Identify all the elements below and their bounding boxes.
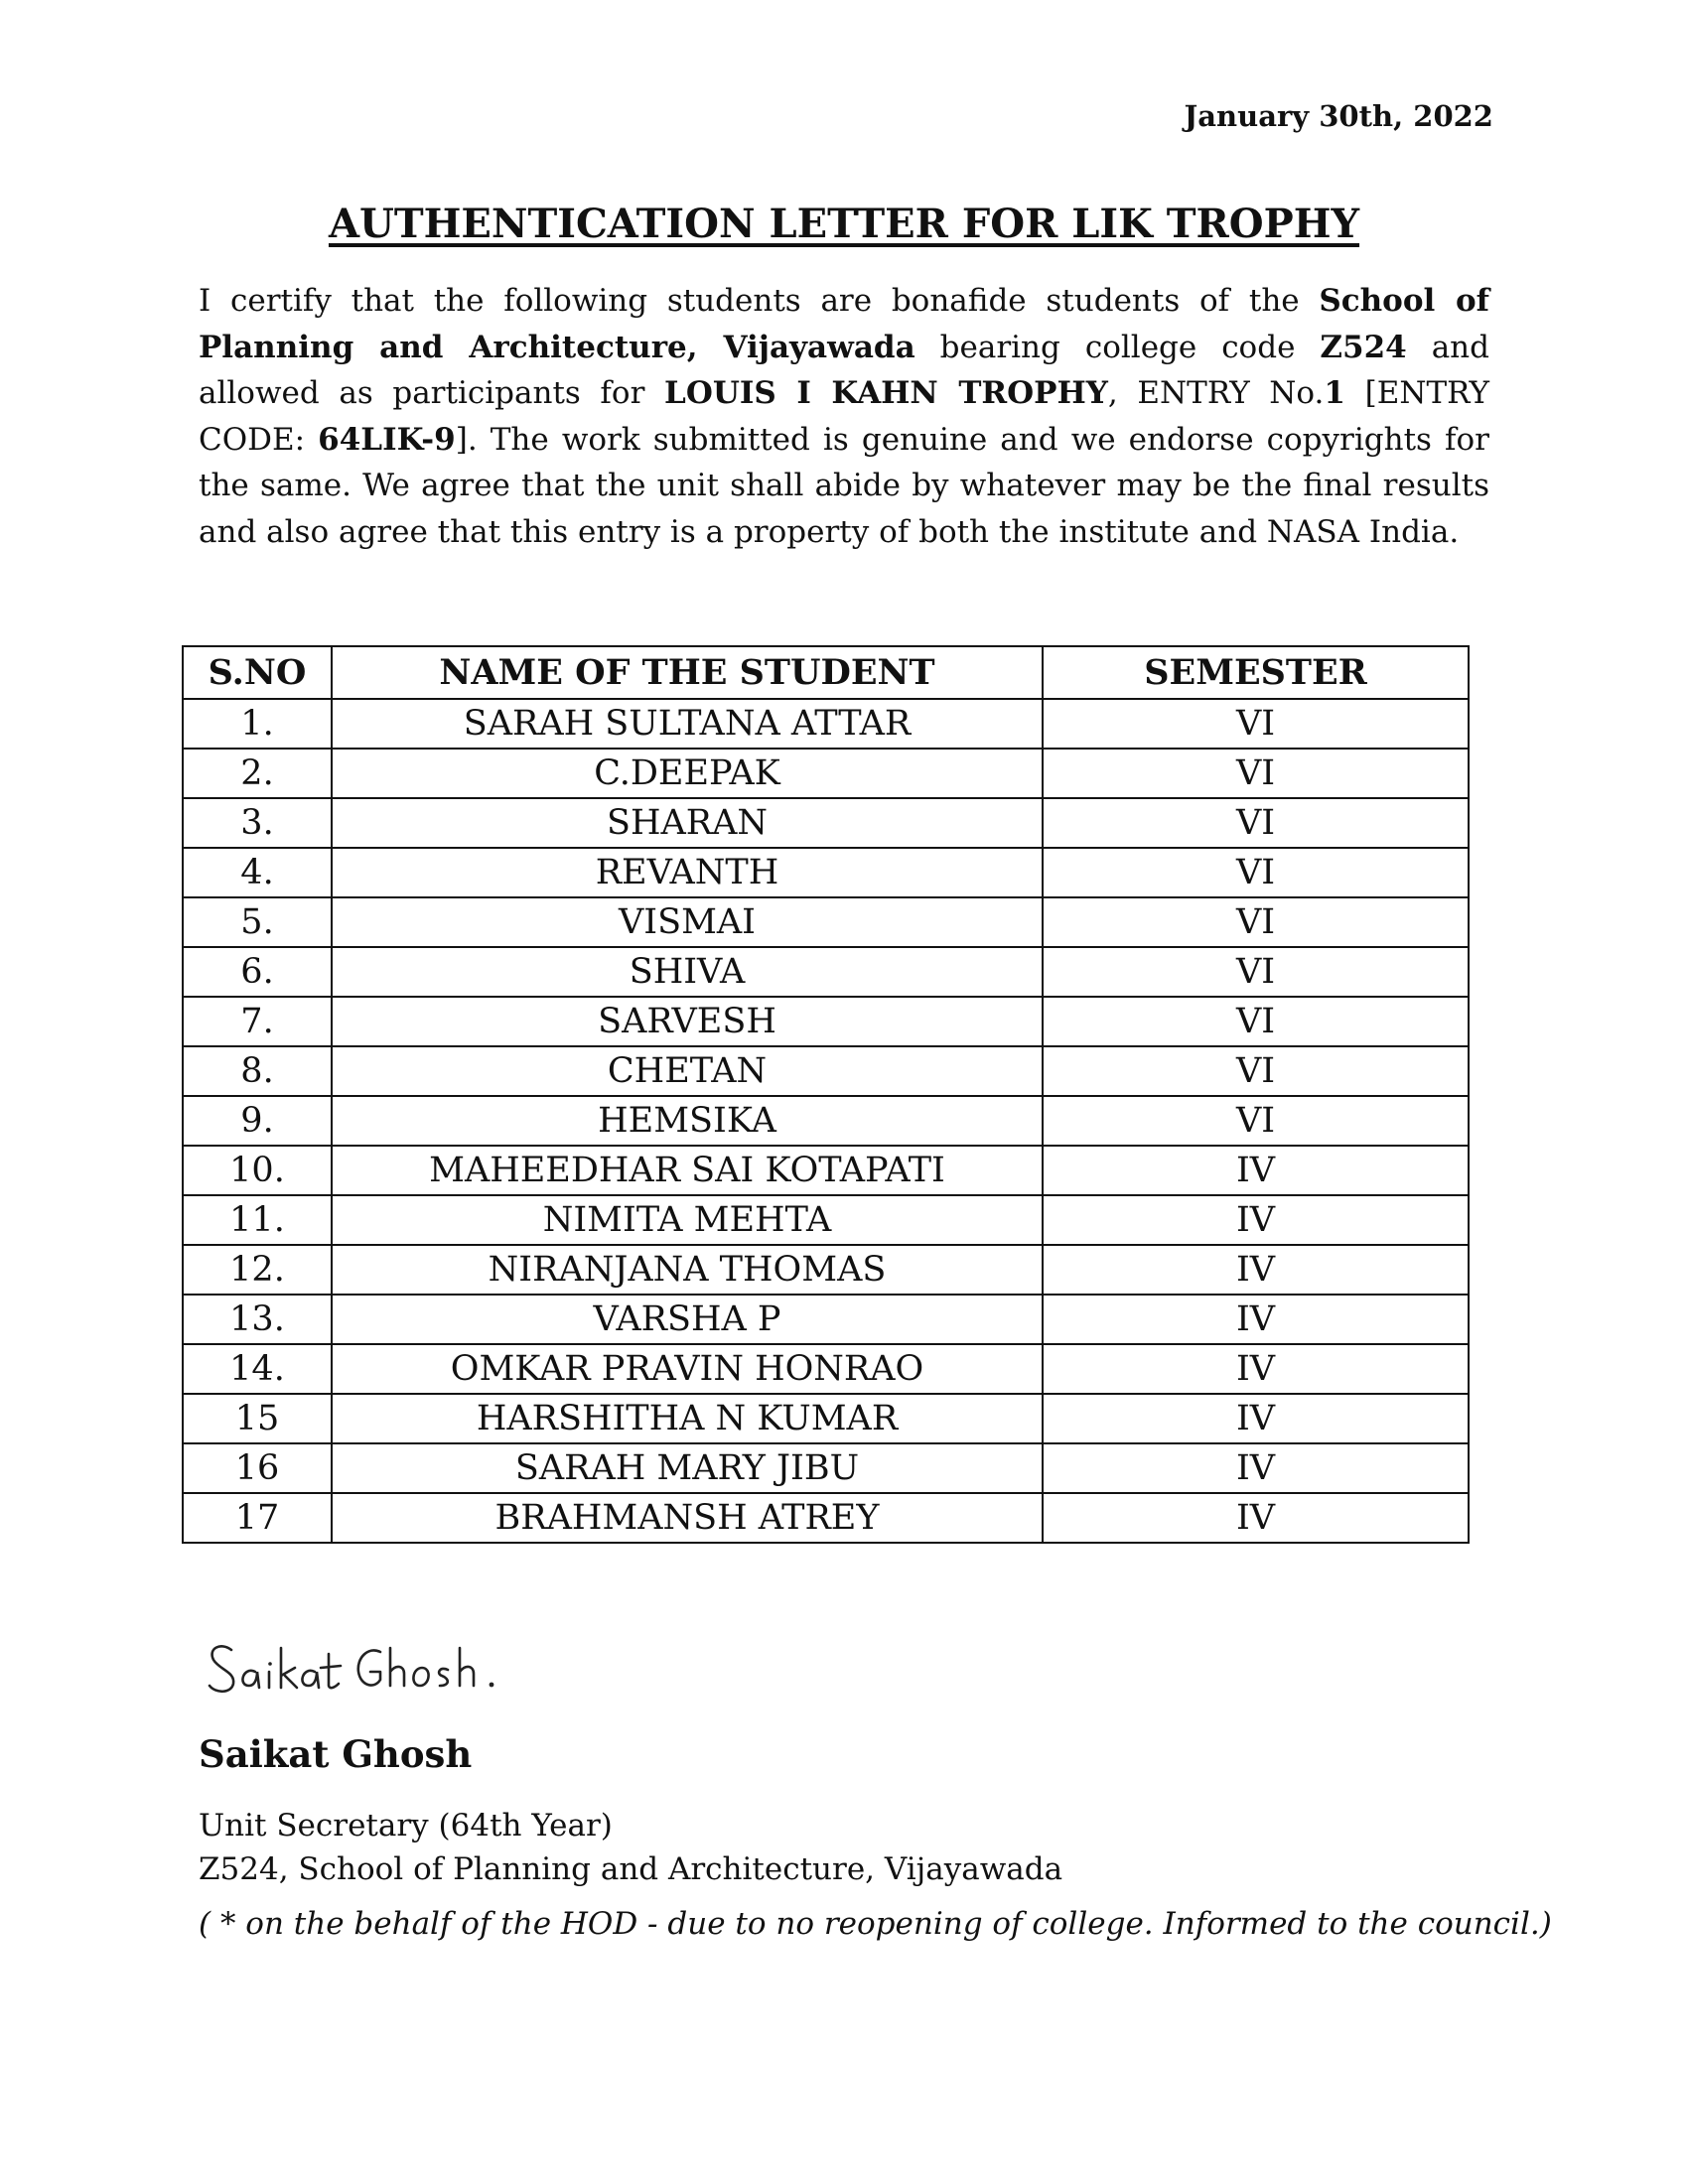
body-text-2: bearing college code [914,329,1321,365]
cell-sno: 15 [183,1394,332,1443]
trophy-name: LOUIS I KAHN TROPHY [664,375,1108,411]
letter-title: AUTHENTICATION LETTER FOR LIK TROPHY [328,201,1360,247]
signer-name: Saikat Ghosh [199,1732,473,1776]
table-header-row [183,646,1469,699]
certification-paragraph [199,278,1489,555]
header-name: NAME OF THE STUDENT [332,646,1043,699]
header-semester: SEMESTER [1043,646,1469,699]
cell-semester: IV [1043,1394,1469,1443]
body-text-3: and allowed as participants for [199,329,1489,411]
entry-number: 1 [1324,375,1345,411]
cell-sno: 17 [183,1493,332,1543]
cell-semester: IV [1043,1295,1469,1344]
table-body [183,699,1469,1543]
table-row [183,798,1469,848]
cell-sno: 6. [183,947,332,997]
table-row [183,1493,1469,1543]
table-row [183,1245,1469,1295]
cell-sno: 8. [183,1046,332,1096]
cell-student-name: BRAHMANSH ATREY [332,1493,1043,1543]
cell-student-name: SHARAN [332,798,1043,848]
table-row [183,997,1469,1046]
cell-sno: 11. [183,1195,332,1245]
cell-student-name: MAHEEDHAR SAI KOTAPATI [332,1146,1043,1195]
cell-student-name: SHIVA [332,947,1043,997]
cell-student-name: HARSHITHA N KUMAR [332,1394,1043,1443]
cell-semester: IV [1043,1493,1469,1543]
cell-semester: IV [1043,1443,1469,1493]
cell-semester: VI [1043,997,1469,1046]
body-text-1: I certify that the following students are bonafide students of the [199,283,1320,319]
table-row [183,1146,1469,1195]
letter-date: January 30th, 2022 [1184,99,1493,133]
cell-sno: 7. [183,997,332,1046]
cell-sno: 4. [183,848,332,897]
table-row [183,1344,1469,1394]
cell-semester: IV [1043,1146,1469,1195]
cell-sno: 2. [183,749,332,798]
table-row [183,848,1469,897]
cell-student-name: VARSHA P [332,1295,1043,1344]
students-table [182,645,1470,1544]
table-row [183,1394,1469,1443]
cell-student-name: VISMAI [332,897,1043,947]
table-row [183,1295,1469,1344]
school-name: School of Planning and Architecture, Vijayawada [199,283,1489,365]
cell-semester: VI [1043,798,1469,848]
cell-semester: VI [1043,1046,1469,1096]
cell-sno: 5. [183,897,332,947]
handwritten-signature [204,1628,561,1707]
cell-student-name: NIRANJANA THOMAS [332,1245,1043,1295]
college-code: Z524 [1320,329,1407,365]
table-row [183,947,1469,997]
cell-sno: 10. [183,1146,332,1195]
signer-institution: Z524, School of Planning and Architecture, Vijayawada [199,1851,1063,1887]
cell-semester: IV [1043,1195,1469,1245]
cell-semester: VI [1043,897,1469,947]
cell-sno: 13. [183,1295,332,1344]
signer-role: Unit Secretary (64th Year) [199,1808,613,1843]
cell-student-name: HEMSIKA [332,1096,1043,1146]
cell-student-name: CHETAN [332,1046,1043,1096]
cell-semester: VI [1043,699,1469,749]
cell-semester: VI [1043,749,1469,798]
table-row [183,749,1469,798]
cell-student-name: SARAH MARY JIBU [332,1443,1043,1493]
cell-student-name: REVANTH [332,848,1043,897]
table-row [183,897,1469,947]
table-row [183,1046,1469,1096]
cell-sno: 3. [183,798,332,848]
cell-semester: IV [1043,1344,1469,1394]
table-row [183,1443,1469,1493]
cell-semester: VI [1043,848,1469,897]
cell-sno: 14. [183,1344,332,1394]
table-row [183,699,1469,749]
cell-sno: 16 [183,1443,332,1493]
cell-sno: 1. [183,699,332,749]
header-sno: S.NO [183,646,332,699]
cell-semester: VI [1043,947,1469,997]
table-row [183,1096,1469,1146]
cell-sno: 9. [183,1096,332,1146]
entry-code: 64LIK-9 [318,421,456,458]
body-text-6: ]. The work submitted is genuine and we endorse copyrights for the same. We agree that the unit shall abide by whatever may be the final results and also agree that this entry is a property of both the institute and NASA India. [199,421,1489,550]
cell-sno: 12. [183,1245,332,1295]
cell-student-name: SARAH SULTANA ATTAR [332,699,1043,749]
table-row [183,1195,1469,1245]
cell-student-name: NIMITA MEHTA [332,1195,1043,1245]
signer-details [199,1804,1062,1891]
cell-student-name: SARVESH [332,997,1043,1046]
cell-student-name: C.DEEPAK [332,749,1043,798]
body-text-5: [ENTRY CODE: [199,375,1489,458]
cell-student-name: OMKAR PRAVIN HONRAO [332,1344,1043,1394]
body-text-4: , ENTRY No. [1107,375,1325,411]
cell-semester: VI [1043,1096,1469,1146]
footnote: ( * on the behalf of the HOD - due to no reopening of college. Informed to the council.) [199,1906,1552,1942]
cell-semester: IV [1043,1245,1469,1295]
